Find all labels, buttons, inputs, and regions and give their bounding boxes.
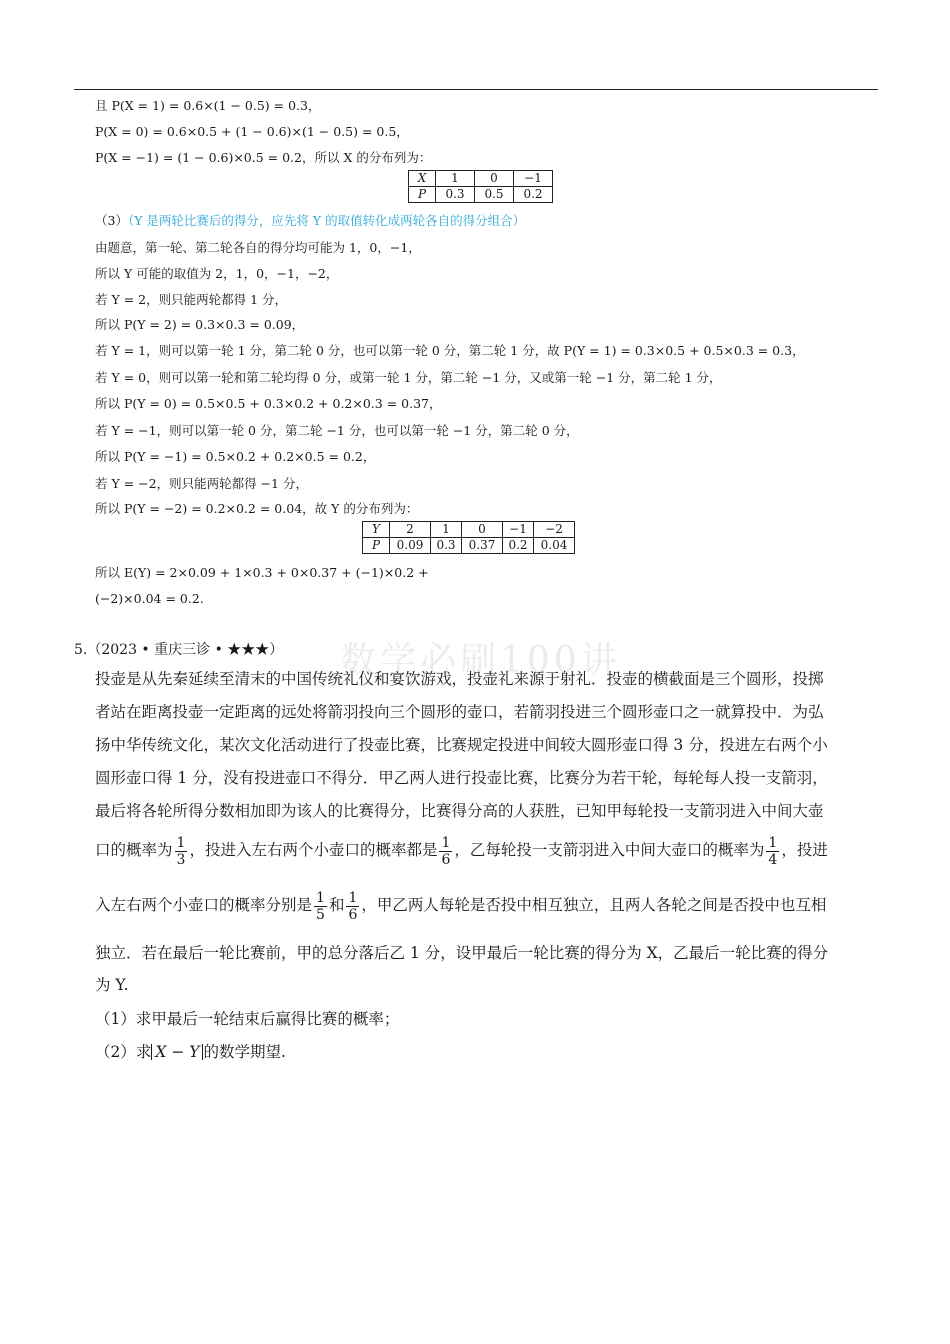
absolute-value: X − Y	[151, 1044, 203, 1060]
watermark: 数学必刷100讲	[340, 640, 621, 681]
table-cell: 0.5	[475, 187, 514, 203]
table-cell: 0.3	[436, 187, 475, 203]
question-text: ，甲乙两人每轮是否投中相互独立，且两人各轮之间是否投中也互相	[361, 896, 827, 914]
table-cell: 1	[436, 171, 475, 187]
table-cell: P	[363, 538, 390, 554]
fraction-denominator: 6	[348, 906, 358, 923]
fraction-denominator: 5	[316, 906, 325, 923]
table-cell: 0.37	[462, 538, 503, 554]
table-cell: 0.3	[431, 538, 462, 554]
part3-line	[95, 212, 525, 230]
table-cell: −1	[503, 522, 534, 538]
fraction-numerator: 1	[176, 834, 186, 851]
fraction-one-quarter	[766, 835, 779, 868]
solution-line: 若 Y = −1，则可以第一轮 0 分，第二轮 −1 分，也可以第一轮 −1 分，第二轮 0 分，	[95, 423, 579, 438]
solution-line: 所以 P(Y = −2) = 0.2×0.2 = 0.04，故 Y 的分布列为：	[95, 501, 419, 516]
table-cell: 2	[390, 522, 431, 538]
fraction-denominator: 3	[176, 851, 186, 868]
question-line: 为 Y.	[95, 976, 129, 994]
question-text: ，乙每轮投一支箭羽进入中间大壶口的概率为	[454, 841, 765, 859]
solution-line: 所以 P(Y = −1) = 0.5×0.2 + 0.2×0.5 = 0.2，	[95, 449, 376, 464]
solution-line: 若 Y = 1，则可以第一轮 1 分，第二轮 0 分，也可以第一轮 0 分，第二轮 1 分，故 P(Y = 1) = 0.3×0.5 + 0.5×0.3 = 0.3，	[95, 343, 805, 358]
fraction-one-sixth	[439, 835, 452, 868]
question-text: 和	[328, 896, 345, 914]
solution-line: 若 Y = −2，则只能两轮都得 −1 分，	[95, 476, 308, 491]
question-line: 圆形壶口得 1 分，没有投进壶口不得分．甲乙两人进行投壶比赛，比赛分为若干轮，每轮每人投一支箭羽，	[95, 769, 828, 787]
question-line: 扬中华传统文化，某次文化活动进行了投壶比赛，比赛规定投进中间较大圆形壶口得 3 分，投进左右两个小	[95, 736, 828, 754]
question-text: 入左右两个小壶口的概率分别是	[95, 896, 313, 914]
table-cell: P	[409, 187, 436, 203]
question-line-fractions	[95, 832, 879, 868]
question-line: 者站在距离投壶一定距离的远处将箭羽投向三个圆形的壶口，若箭羽投进三个圆形壶口之一就算投中．为弘	[95, 703, 824, 721]
header-rule	[74, 89, 878, 90]
solution-line: 所以 P(Y = 2) = 0.3×0.3 = 0.09，	[95, 317, 305, 332]
solution-line: P(X = −1) = (1 − 0.6)×0.5 = 0.2，所以 X 的分布列为：	[95, 150, 432, 165]
table-cell: 0.09	[390, 538, 431, 554]
solution-line: 由题意，第一轮、第二轮各自的得分均可能为 1，0，−1，	[95, 240, 421, 255]
question-line: 投壶是从先秦延续至清末的中国传统礼仪和宴饮游戏，投壶礼来源于射礼．投壶的横截面是三个圆形，投掷	[95, 670, 824, 688]
question-line: 独立．若在最后一轮比赛前，甲的总分落后乙 1 分，设甲最后一轮比赛的得分为 X，乙最后一轮比赛的得分	[95, 944, 829, 962]
solution-line: P(X = 0) = 0.6×0.5 + (1 − 0.6)×(1 − 0.5) = 0.5，	[95, 124, 409, 139]
table-cell: 0.2	[503, 538, 534, 554]
question-line-fractions	[95, 887, 879, 923]
solution-line: 所以 E(Y) = 2×0.09 + 1×0.3 + 0×0.37 + (−1)×0.2 +	[95, 565, 429, 580]
fraction-denominator: 4	[768, 851, 778, 868]
table-cell: −2	[534, 522, 575, 538]
solution-line: 所以 P(Y = 0) = 0.5×0.5 + 0.3×0.2 + 0.2×0.3 = 0.37，	[95, 396, 442, 411]
sub-question-2	[95, 1041, 879, 1063]
part3-note: （Y 是两轮比赛后的得分，应先将 Y 的取值转化成两轮各自的得分组合）	[127, 213, 526, 228]
table-cell: 0	[475, 171, 514, 187]
solution-line: 若 Y = 2，则只能两轮都得 1 分，	[95, 292, 287, 307]
fraction-numerator: 1	[316, 889, 325, 906]
table-cell: 0	[462, 522, 503, 538]
part3-label: （3）	[95, 213, 128, 228]
fraction-one-third	[175, 835, 188, 868]
table-cell: X	[409, 171, 436, 187]
fraction-denominator: 6	[441, 851, 451, 868]
question-line: 最后将各轮所得分数相加即为该人的比赛得分，比赛得分高的人获胜，已知甲每轮投一支箭羽进入中间大壶	[95, 802, 824, 820]
solution-line: (−2)×0.04 = 0.2.	[95, 591, 204, 606]
fraction-numerator: 1	[441, 834, 451, 851]
fraction-numerator: 1	[768, 834, 778, 851]
solution-line: 所以 Y 可能的取值为 2，1，0，−1，−2，	[95, 266, 339, 281]
table-cell: 0.2	[514, 187, 553, 203]
question-text: ，投进入左右两个小壶口的概率都是	[189, 841, 438, 859]
table-cell: 0.04	[534, 538, 575, 554]
question-text: ，投进	[781, 841, 828, 859]
question-text: （2）求	[95, 1043, 152, 1061]
table-cell: Y	[363, 522, 390, 538]
distribution-table-y	[362, 521, 575, 554]
fraction-one-fifth	[314, 890, 327, 923]
table-cell: −1	[514, 171, 553, 187]
solution-line: 且 P(X = 1) = 0.6×(1 − 0.5) = 0.3，	[95, 98, 321, 113]
fraction-one-sixth	[346, 890, 359, 923]
question-text: 口的概率为	[95, 841, 173, 859]
solution-line: 若 Y = 0，则可以第一轮和第二轮均得 0 分，或第一轮 1 分，第二轮 −1 分，又或第一轮 −1 分，第二轮 1 分，	[95, 370, 722, 385]
question-header: 5.（2023 • 重庆三诊 • ★★★）	[74, 642, 284, 658]
fraction-numerator: 1	[348, 889, 358, 906]
table-cell: 1	[431, 522, 462, 538]
question-text: 的数学期望.	[203, 1043, 286, 1061]
sub-question-1: （1）求甲最后一轮结束后赢得比赛的概率；	[95, 1010, 400, 1028]
distribution-table-x	[408, 170, 553, 203]
